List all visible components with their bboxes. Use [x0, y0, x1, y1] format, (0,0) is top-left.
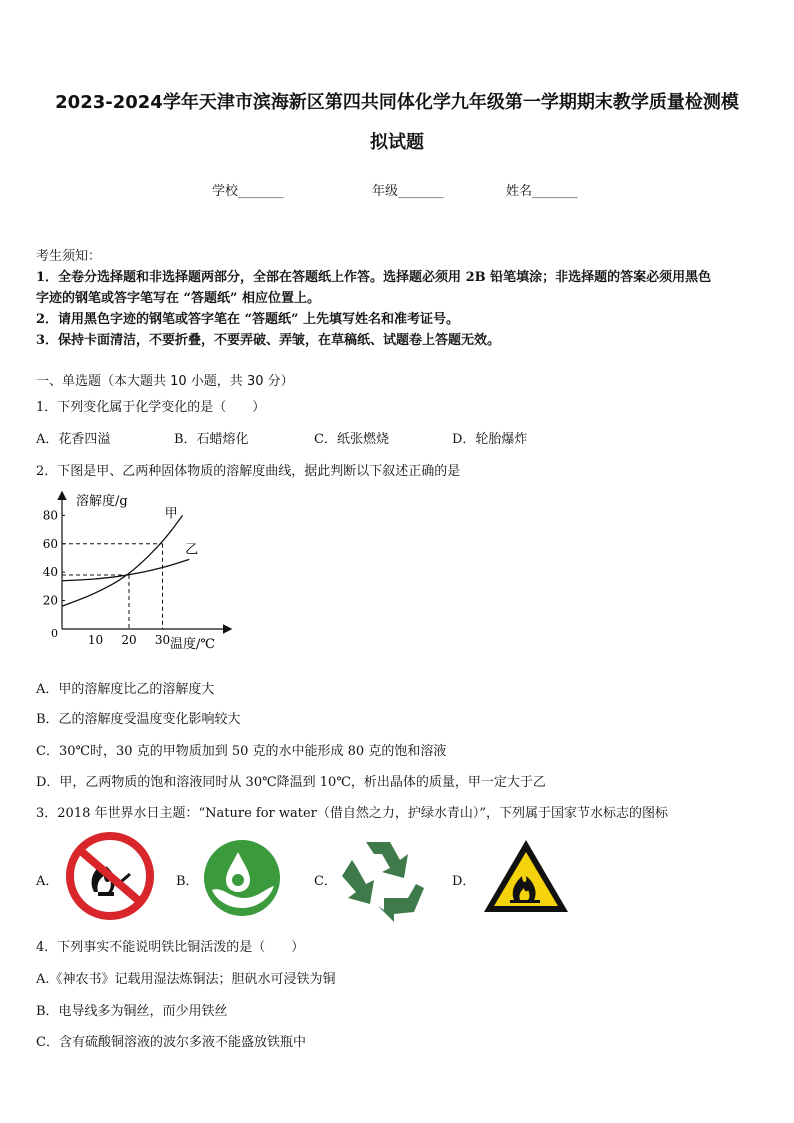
grade-field: 年级_______ [372, 184, 444, 199]
q2-option-a[interactable]: A．甲的溶解度比乙的溶解度大 [36, 682, 215, 697]
notice-heading: 考生须知： [36, 249, 102, 264]
q2-option-c[interactable]: C．30℃时，30 克的甲物质加到 50 克的水中能形成 80 克的饱和溶液 [36, 744, 447, 759]
y-axis-label: 溶解度/g [76, 494, 128, 509]
q4-option-a[interactable]: A.《神农书》记载用湿法炼铜法；胆矾水可浸铁为铜 [36, 972, 336, 987]
y-tick-label: 80 [42, 508, 58, 523]
y-tick-label: 40 [42, 565, 58, 580]
section-heading: 一、单选题（本大题共 10 小题，共 30 分） [36, 374, 294, 389]
q1-option-c[interactable]: C．纸张燃烧 [314, 432, 389, 447]
q3-option-d-letter[interactable]: D． [452, 874, 476, 889]
question-2-stem: 2．下图是甲、乙两种固体物质的溶解度曲线，据此判断以下叙述正确的是 [36, 464, 461, 479]
notice-item: 3．保持卡面清洁，不要折叠，不要弄破、弄皱，在草稿纸、试题卷上答题无效。 [36, 333, 501, 348]
x-tick-label: 10 [87, 633, 104, 647]
q1-option-a[interactable]: A．花香四溢 [36, 432, 111, 447]
notice-item: 2．请用黑色字迹的钢笔或答字笔在 “答题纸” 上先填写姓名和准考证号。 [36, 312, 460, 327]
q2-option-d[interactable]: D．甲，乙两物质的饱和溶液同时从 30℃降温到 10℃，析出晶体的质量，甲一定大于乙 [36, 775, 546, 790]
x-tick-label: 30 [154, 633, 171, 647]
question-4-stem: 4．下列事实不能说明铁比铜活泼的是（ ） [36, 940, 305, 955]
recycle-icon[interactable] [336, 832, 428, 922]
y-tick-label: 60 [42, 536, 58, 551]
series-line-2 [62, 559, 189, 580]
q3-option-a-letter[interactable]: A． [36, 874, 59, 889]
school-field: 学校_______ [212, 184, 284, 199]
q1-option-d[interactable]: D．轮胎爆炸 [452, 432, 528, 447]
solubility-chart [36, 485, 256, 660]
q4-option-b[interactable]: B．电导线多为铜丝，而少用铁丝 [36, 1004, 228, 1019]
q1-option-b[interactable]: B．石蜡熔化 [174, 432, 249, 447]
page-title-line2: 拟试题 [370, 132, 424, 153]
notice-item: 1．全卷分选择题和非选择题两部分，全部在答题纸上作答。选择题必须用 2B 铅笔填涂；非选择题的答案必须用黑色 [36, 270, 712, 285]
x-tick-label: 20 [121, 633, 137, 647]
x-axis-label: 温度/℃ [170, 637, 215, 652]
series-label-2: 乙 [185, 542, 199, 558]
flammable-warning-icon[interactable] [480, 836, 572, 916]
q2-option-b[interactable]: B．乙的溶解度受温度变化影响较大 [36, 712, 241, 727]
water-saving-icon[interactable] [202, 838, 282, 918]
y-tick-label: 20 [42, 593, 58, 608]
q3-option-b-letter[interactable]: B． [176, 874, 199, 889]
origin-label: 0 [51, 627, 58, 640]
q3-option-c-letter[interactable]: C． [314, 874, 337, 889]
name-field: 姓名_______ [506, 184, 578, 199]
question-3-stem: 3．2018 年世界水日主题：“Nature for water（借自然之力，护绿水青山）”，下列属于国家节水标志的图标 [36, 806, 669, 821]
notice-item: 字迹的钢笔或答字笔写在 “答题纸” 相应位置上。 [36, 291, 321, 306]
no-fire-icon[interactable] [64, 830, 156, 922]
page-title-line1: 2023-2024学年天津市滨海新区第四共同体化学九年级第一学期期末教学质量检测模 [55, 92, 739, 113]
series-label-1: 甲 [164, 506, 178, 522]
q4-option-c[interactable]: C．含有硫酸铜溶液的波尔多液不能盛放铁瓶中 [36, 1035, 306, 1050]
question-1-stem: 1．下列变化属于化学变化的是（ ） [36, 400, 266, 415]
series-line-1 [62, 515, 183, 606]
